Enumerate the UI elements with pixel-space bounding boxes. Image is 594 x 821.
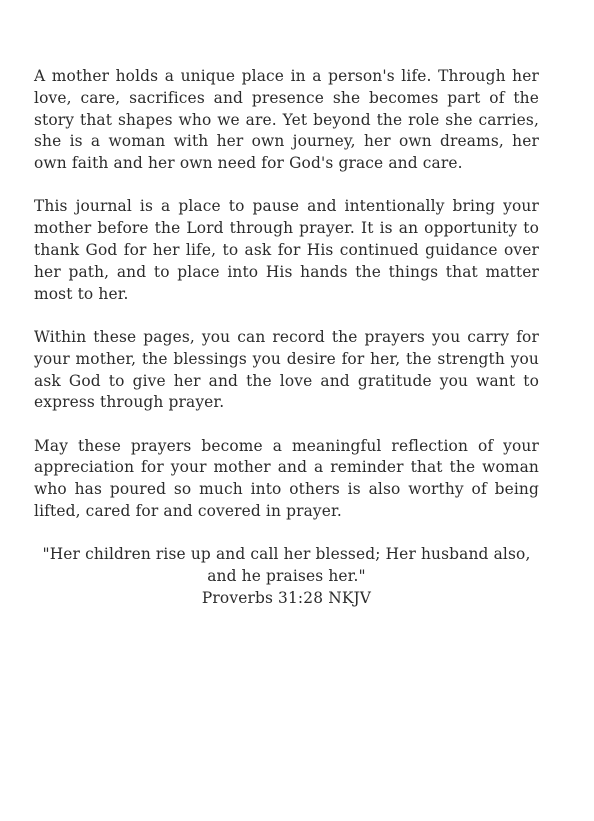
- closing-paragraph: May these prayers become a meaningful reflection of your appreciation for your mother and a reminder that the woman who has poured so much into others is also worthy of being lifted, cared for and covered in prayer.: [34, 436, 539, 521]
- journal-use-paragraph: Within these pages, you can record the prayers you carry for your mother, the blessings you desire for her, the strength you ask God to give her and the love and gratitude you want to express through prayer.: [34, 327, 539, 412]
- intro-paragraph: A mother holds a unique place in a person's life. Through her love, care, sacrifices and presence she becomes part of the story that shapes who we are. Yet beyond the role she carries, she is a woman with her own journey, her own dreams, her own faith and her own need for God's grace and care.: [34, 67, 539, 173]
- scripture-quote: [34, 544, 539, 609]
- quote-line-2: and he praises her.": [207, 567, 366, 586]
- journal-purpose-paragraph: This journal is a place to pause and intentionally bring your mother before the Lord through prayer. It is an opportunity to thank God for her life, to ask for His continued guidance over her path, and to place into His hands the things that matter most to her.: [34, 197, 539, 303]
- quote-line-1: "Her children rise up and call her blessed; Her husband also,: [42, 545, 531, 564]
- scripture-reference: Proverbs 31:28 NKJV: [201, 588, 372, 607]
- page-body: [34, 66, 539, 610]
